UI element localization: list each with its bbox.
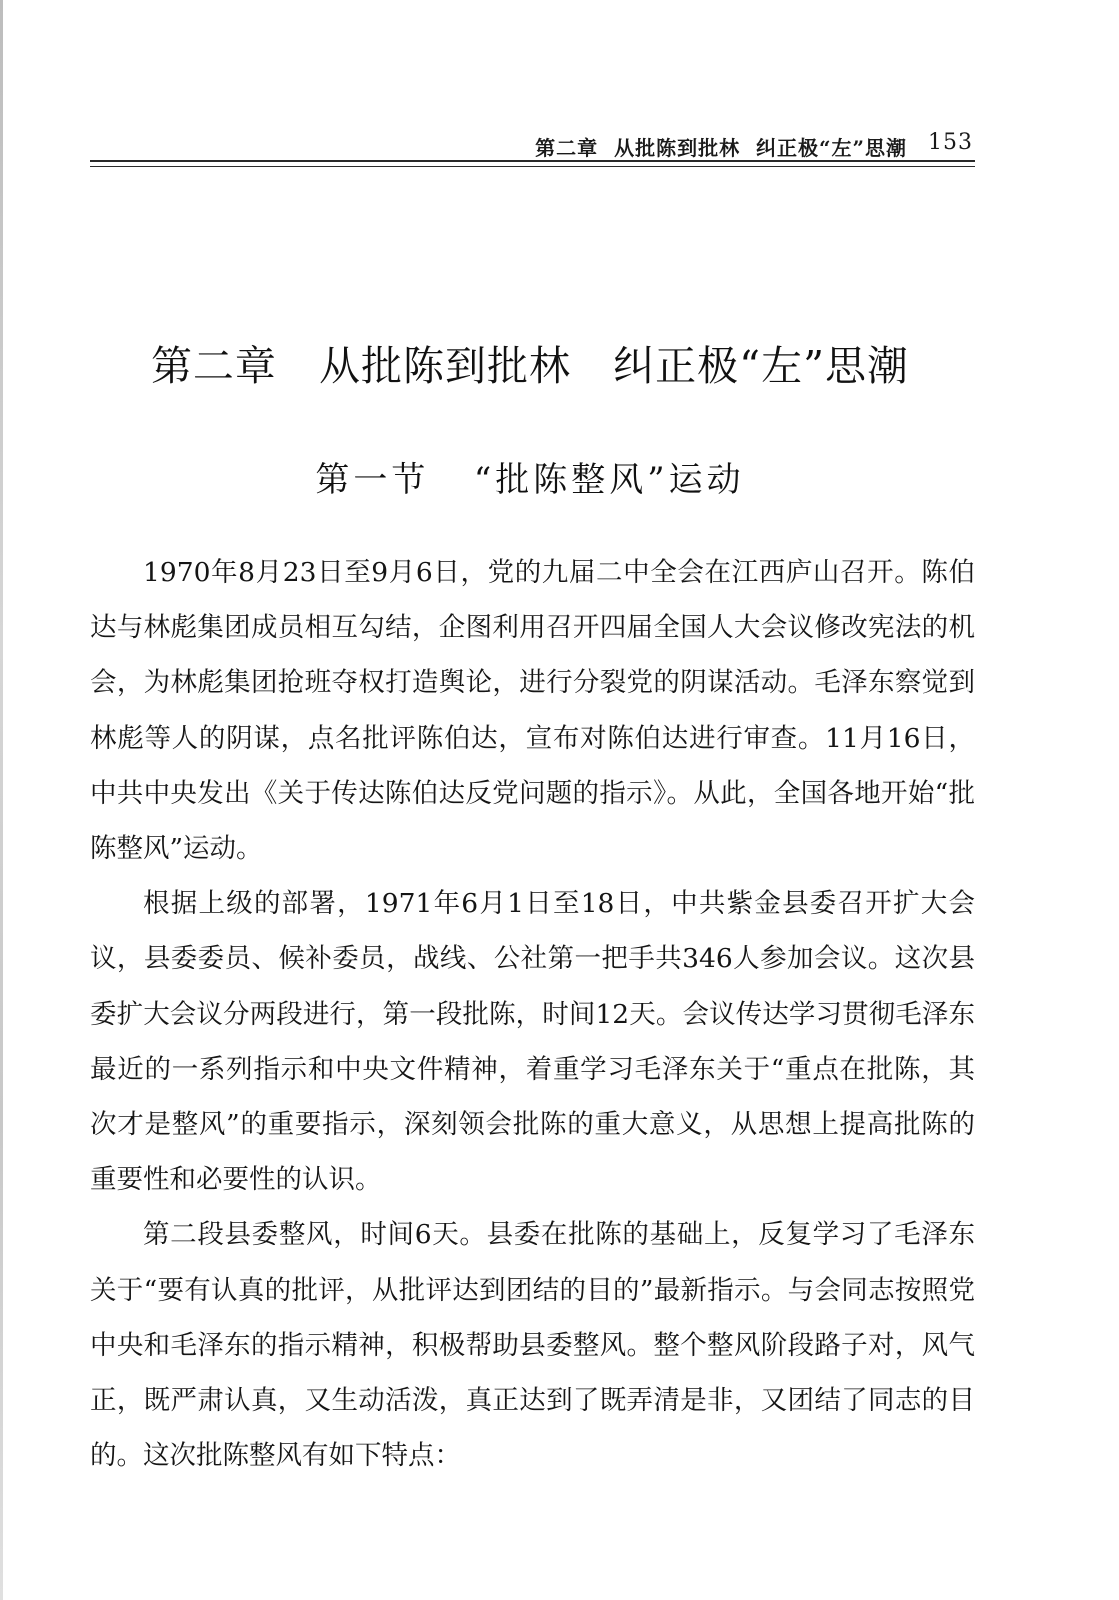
running-title: 第二章 从批陈到批林 纠正极“左”思潮	[535, 136, 907, 160]
chapter-title: 第二章 从批陈到批林 纠正极“左”思潮	[150, 342, 910, 390]
header-rule	[90, 160, 975, 167]
body-text	[90, 545, 975, 1483]
page-edge	[0, 0, 3, 1600]
paragraph-1: 1970年8月23日至9月6日，党的九届二中全会在江西庐山召开。陈伯达与林彪集团成员相互勾结，企图利用召开四届全国人大会议修改宪法的机会，为林彪集团抢班夺权打造舆论，进行分裂党的阴谋活动。毛泽东察觉到林彪等人的阴谋，点名批评陈伯达，宣布对陈伯达进行审查。11月16日，中共中央发出《关于传达陈伯达反党问题的指示》。从此，全国各地开始“批陈整风”运动。	[90, 557, 975, 865]
page-number: 153	[928, 130, 973, 155]
section-title: 第一节 “批陈整风”运动	[315, 460, 745, 500]
paragraph-2: 根据上级的部署，1971年6月1日至18日，中共紫金县委召开扩大会议，县委委员、候补委员，战线、公社第一把手共346人参加会议。这次县委扩大会议分两段进行，第一段批陈，时间12天。会议传达学习贯彻毛泽东最近的一系列指示和中央文件精神，着重学习毛泽东关于“重点在批陈，其次才是整风”的重要指示，深刻领会批陈的重大意义，从思想上提高批陈的重要性和必要性的认识。	[90, 888, 975, 1196]
paragraph-3: 第二段县委整风，时间6天。县委在批陈的基础上，反复学习了毛泽东关于“要有认真的批评，从批评达到团结的目的”最新指示。与会同志按照党中央和毛泽东的指示精神，积极帮助县委整风。整个整风阶段路子对，风气正，既严肃认真，又生动活泼，真正达到了既弄清是非，又团结了同志的目的。这次批陈整风有如下特点：	[90, 1219, 975, 1472]
